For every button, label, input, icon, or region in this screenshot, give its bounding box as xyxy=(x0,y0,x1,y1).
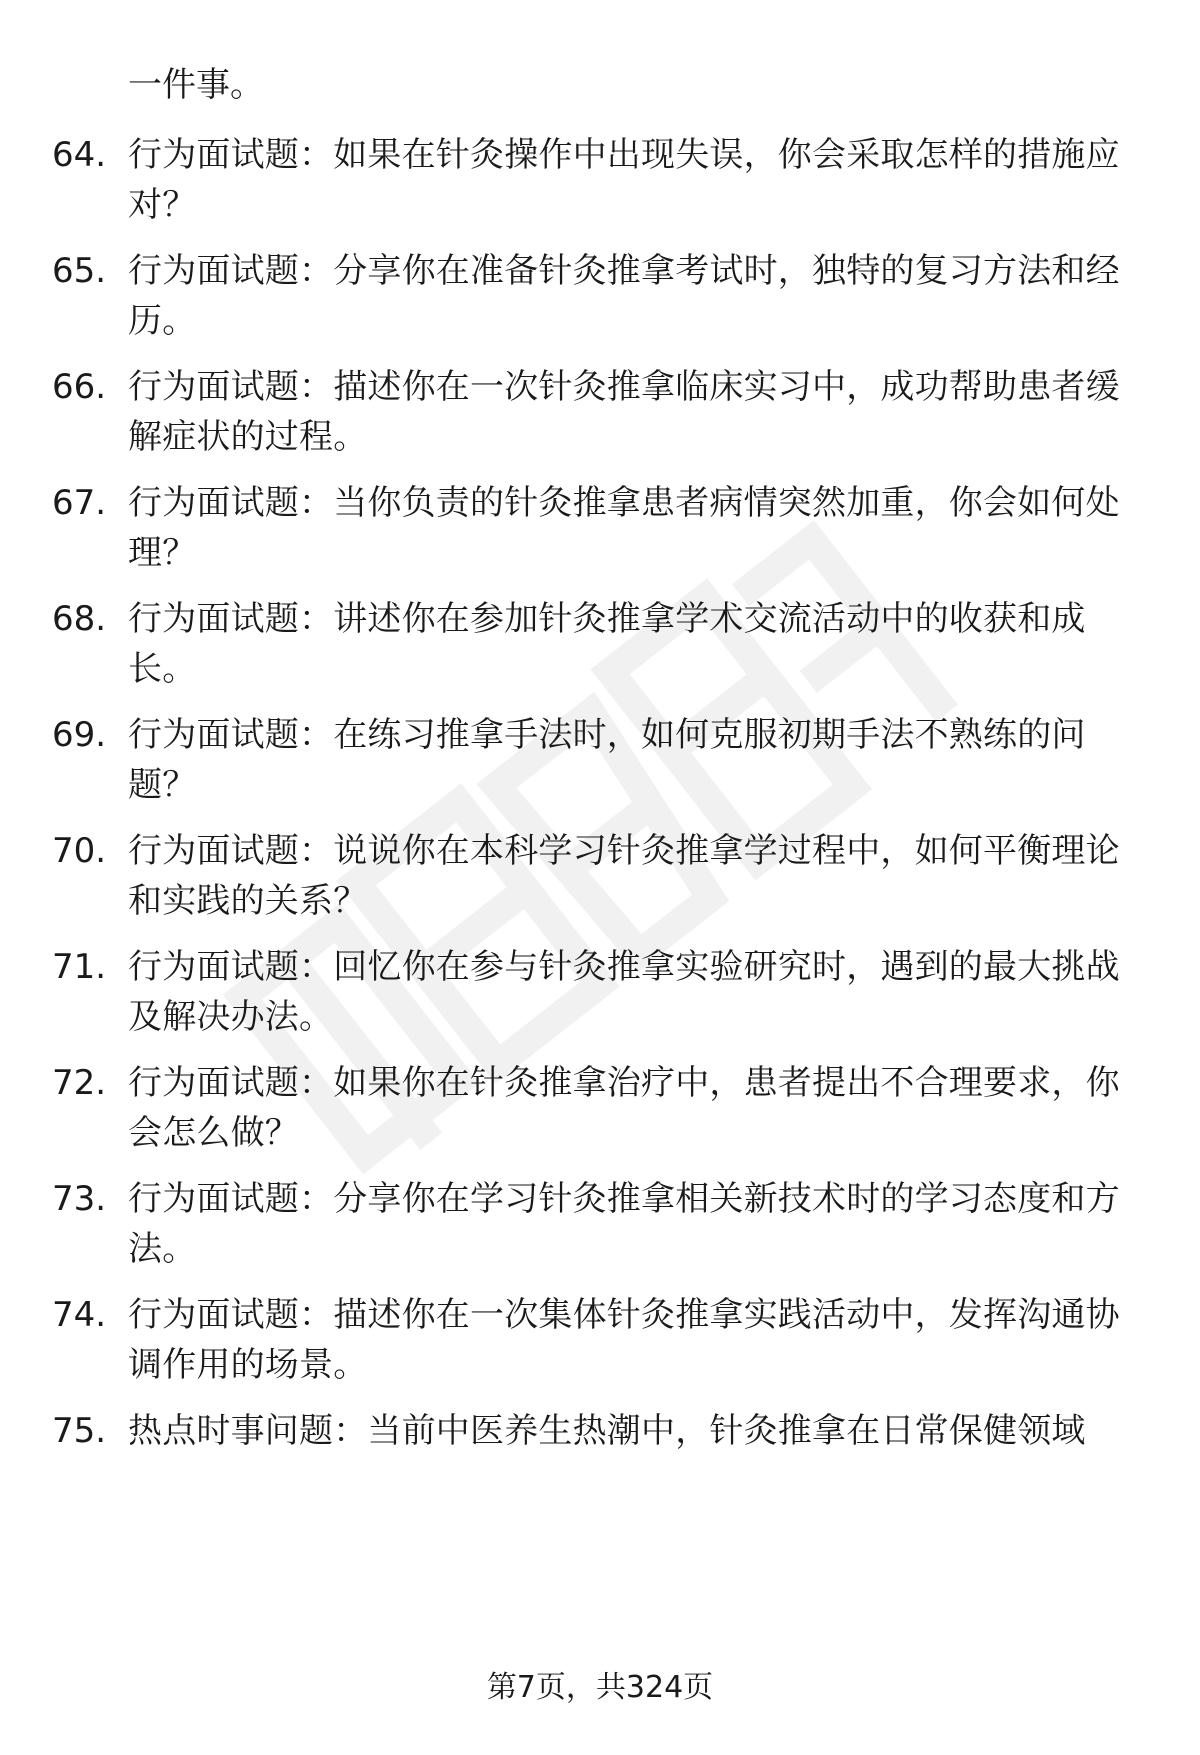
question-text: 热点时事问题：当前中医养生热潮中，针灸推拿在日常保健领域 xyxy=(128,1411,1086,1451)
question-text: 行为面试题：如果在针灸操作中出现失误，你会采取怎样的措施应对？ xyxy=(128,135,1120,225)
question-number: 68. xyxy=(52,599,107,639)
question-number: 70. xyxy=(52,831,107,871)
question-text: 行为面试题：讲述你在参加针灸推拿学术交流活动中的收获和成长。 xyxy=(128,599,1086,689)
question-number: 67. xyxy=(52,483,107,523)
question-text: 行为面试题：描述你在一次集体针灸推拿实践活动中，发挥沟通协调作用的场景。 xyxy=(128,1295,1120,1385)
question-text: 行为面试题：说说你在本科学习针灸推拿学过程中，如何平衡理论和实践的关系？ xyxy=(128,831,1120,921)
question-number: 64. xyxy=(52,135,107,175)
question-text: 行为面试题：分享你在准备针灸推拿考试时，独特的复习方法和经历。 xyxy=(128,251,1120,341)
question-text: 行为面试题：回忆你在参与针灸推拿实验研究时，遇到的最大挑战及解决办法。 xyxy=(128,947,1120,1037)
continuation-text: 一件事。 xyxy=(128,65,264,105)
question-text: 行为面试题：分享你在学习针灸推拿相关新技术时的学习态度和方法。 xyxy=(128,1179,1120,1269)
question-number: 72. xyxy=(52,1063,107,1103)
question-number: 75. xyxy=(52,1411,107,1451)
question-text: 行为面试题：当你负责的针灸推拿患者病情突然加重，你会如何处理？ xyxy=(128,483,1120,573)
question-number: 73. xyxy=(52,1179,107,1219)
question-number: 65. xyxy=(52,251,107,291)
question-number: 66. xyxy=(52,367,107,407)
question-number: 69. xyxy=(52,715,107,755)
question-number: 71. xyxy=(52,947,107,987)
question-text: 行为面试题：在练习推拿手法时，如何克服初期手法不熟练的问题？ xyxy=(128,715,1086,805)
page-footer: 第7页，共324页 xyxy=(486,1670,714,1705)
question-number: 74. xyxy=(52,1295,107,1335)
question-text: 行为面试题：描述你在一次针灸推拿临床实习中，成功帮助患者缓解症状的过程。 xyxy=(128,367,1120,457)
question-text: 行为面试题：如果你在针灸推拿治疗中，患者提出不合理要求，你会怎么做？ xyxy=(128,1063,1120,1153)
